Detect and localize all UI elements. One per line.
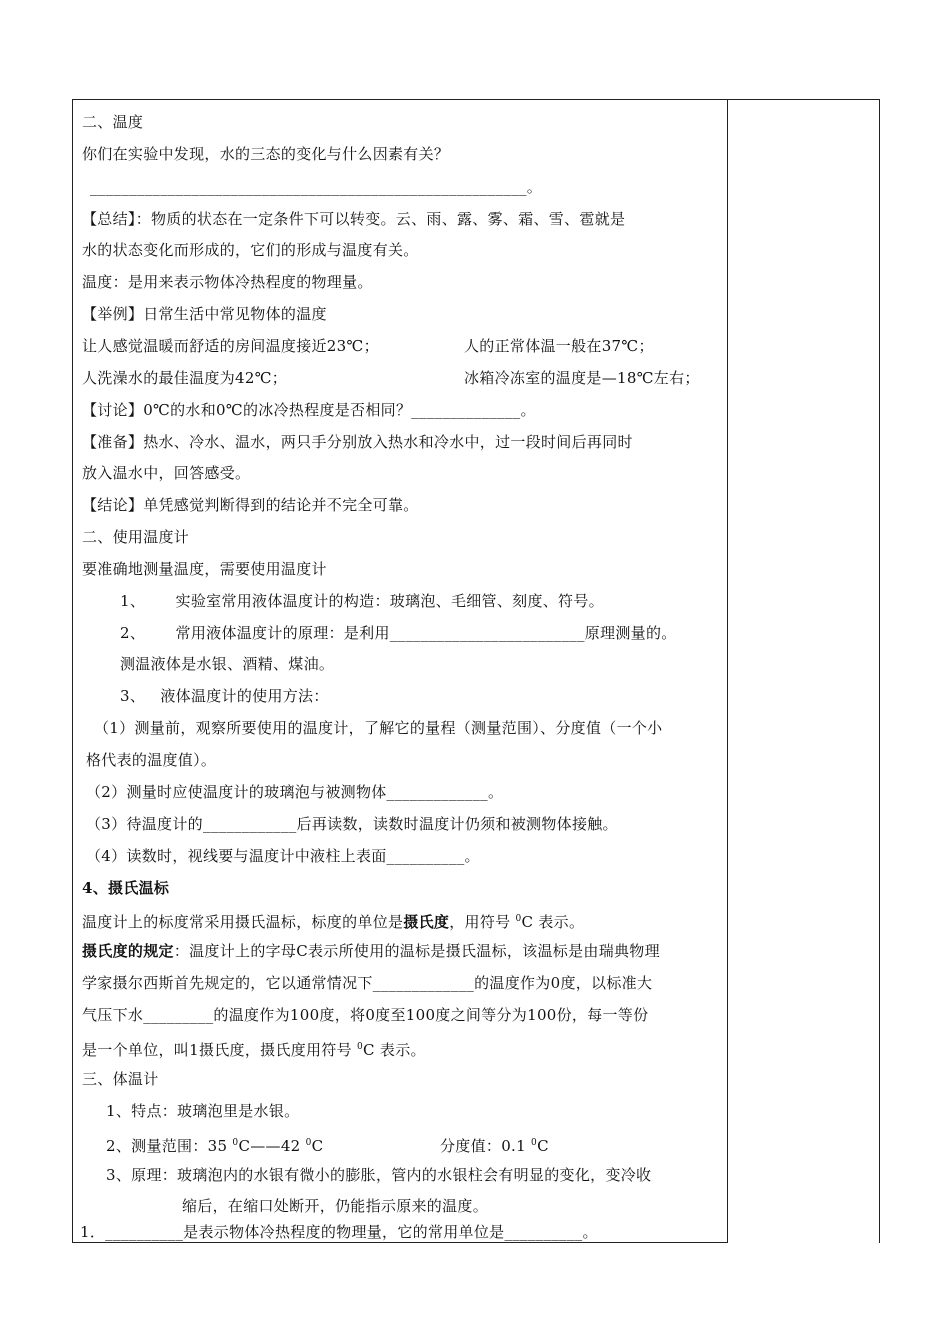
heading-temperature: 二、温度 (82, 113, 144, 131)
division-value (440, 1129, 549, 1160)
use-item-1: 1、 实验室常用液体温度计的构造：玻璃泡、毛细管、刻度、符号。 (120, 592, 604, 610)
degree-sup: 0 (305, 1138, 312, 1148)
step-1b: 格代表的温度值）。 (86, 751, 217, 769)
example-freezer: 冰箱冷冻室的温度是—18℃左右； (464, 369, 700, 387)
celsius-rule-line-1 (82, 937, 660, 965)
rule-text: ：温度计上的字母C表示所使用的温标是摄氏温标，该温标是由瑞典物理 (173, 942, 660, 960)
range-text-b: C——42 (238, 1137, 306, 1155)
example-title: 【举例】日常生活中常见物体的温度 (82, 305, 327, 323)
heading-clinical-thermometer: 三、体温计 (82, 1070, 159, 1088)
use-item-3: 3、 液体温度计的使用方法： (120, 687, 329, 705)
example-bath: 人洗澡水的最佳温度为42℃； (82, 369, 288, 387)
celsius-text-b: ，用符号 (449, 913, 516, 931)
clinical-principle-1: 3、原理：玻璃泡内的水银有微小的膨胀，管内的水银柱会有明显的变化，变冷收 (106, 1166, 652, 1184)
division-unit: C (537, 1137, 549, 1155)
use-item-2: 2、 常用液体温度计的原理：是利用_________________________原理测量的。 (120, 624, 677, 642)
celsius-rule-line-3: 气压下水_________的温度作为100度，将0度至100度之间等分为100份，每一等份 (82, 1006, 649, 1024)
heading-use-thermometer: 二、使用温度计 (82, 528, 190, 546)
prepare-line-1: 【准备】热水、冷水、温水，两只手分别放入热水和冷水中，过一段时间后再同时 (82, 433, 633, 451)
degree-sup: 0 (515, 914, 522, 924)
degree-sup: 0 (232, 1138, 239, 1148)
clinical-range-row (106, 1129, 706, 1157)
range-text-c: C (311, 1137, 324, 1155)
exercise-1: 1．__________是表示物体冷热程度的物理量，它的常用单位是__________。 (80, 1223, 598, 1241)
summary-line-2: 水的状态变化而形成的，它们的形成与温度有关。 (82, 241, 419, 259)
use-intro: 要准确地测量温度，需要使用温度计 (82, 560, 327, 578)
rule-line4-end: C 表示。 (363, 1041, 426, 1059)
range-text-a: 2、测量范围：35 (106, 1137, 233, 1155)
step-2: （2）测量时应使温度计的玻璃泡与被测物体_____________。 (86, 783, 504, 801)
example-body: 人的正常体温一般在37℃； (464, 337, 654, 355)
rule-line4-text: 是一个单位，叫1摄氏度，摄氏度用符号 (82, 1041, 358, 1059)
answer-blank: ________________________________________________________。 (90, 178, 543, 196)
clinical-principle-2: 缩后，在缩口处断开，仍能指示原来的温度。 (182, 1197, 489, 1215)
degree-sup: 0 (357, 1042, 364, 1052)
example-row-2 (82, 364, 722, 392)
question: 你们在实验中发现，水的三态的变化与什么因素有关？ (82, 145, 450, 163)
celsius-unit-bold: 摄氏度 (403, 913, 450, 931)
example-row-1 (82, 332, 722, 360)
celsius-rule-line-2: 学家摄尔西斯首先规定的，它以通常情况下_____________的温度作为0度，以标准大 (82, 974, 653, 992)
celsius-text-c: C 表示。 (521, 913, 585, 931)
step-4: （4）读数时，视线要与温度计中液柱上表面__________。 (86, 847, 480, 865)
degree-sup: 0 (531, 1138, 538, 1148)
step-3: （3）待温度计的____________后再读数，读数时温度计仍须和被测物体接触。 (86, 815, 618, 833)
clinical-feature: 1、特点：玻璃泡里是水银。 (106, 1102, 300, 1120)
temperature-definition: 温度：是用来表示物体冷热程度的物理量。 (82, 273, 373, 291)
discussion: 【讨论】0℃的水和0℃的冰冷热程度是否相同？______________。 (82, 401, 536, 419)
example-room: 让人感觉温暖而舒适的房间温度接近23℃； (82, 337, 379, 355)
celsius-line-1 (82, 905, 584, 933)
summary-line-1: 【总结】：物质的状态在一定条件下可以转变。云、雨、露、雾、霜、雪、雹就是 (82, 210, 626, 228)
step-1a: （1）测量前，观察所要使用的温度计，了解它的量程（测量范围）、分度值（一个小 (94, 719, 663, 737)
column-divider (727, 99, 728, 1243)
conclusion: 【结论】单凭感觉判断得到的结论并不完全可靠。 (82, 496, 419, 514)
celsius-rule-line-4 (82, 1033, 426, 1061)
celsius-text-a: 温度计上的标度常采用摄氏温标，标度的单位是 (82, 913, 404, 931)
prepare-line-2: 放入温水中，回答感受。 (82, 464, 251, 482)
right-border (879, 99, 880, 1243)
heading-celsius: 4、摄氏温标 (82, 879, 170, 897)
use-item-2b: 测温液体是水银、酒精、煤油。 (120, 655, 335, 673)
rule-title-bold: 摄氏度的规定 (82, 942, 174, 960)
division-text: 分度值：0.1 (440, 1137, 532, 1155)
